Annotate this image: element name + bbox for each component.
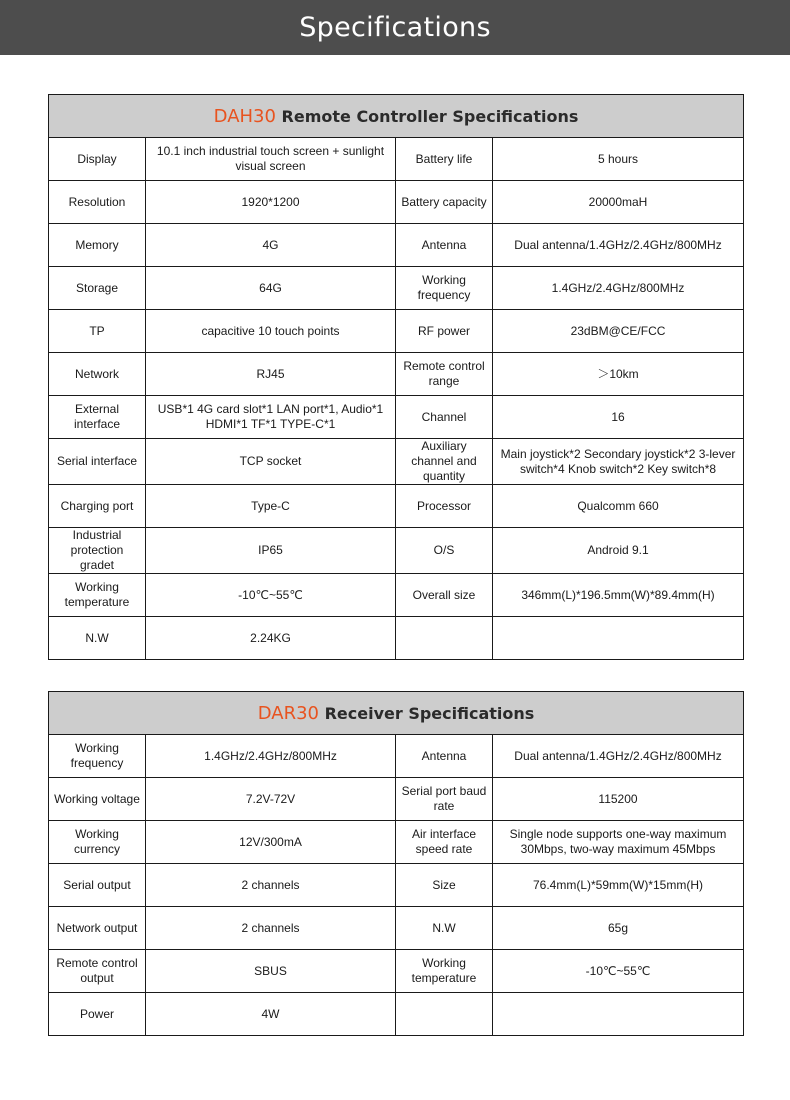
- spec-label: N.W: [396, 907, 493, 950]
- spec-value: 12V/300mA: [146, 821, 396, 864]
- spec-label: [396, 617, 493, 660]
- spec-value: 115200: [493, 778, 744, 821]
- spec-label: [396, 993, 493, 1036]
- table-row: [49, 353, 744, 396]
- table-row: [49, 138, 744, 181]
- table-heading-row: [49, 95, 744, 138]
- spec-value: Android 9.1: [493, 528, 744, 574]
- spec-value: 65g: [493, 907, 744, 950]
- table-row: [49, 396, 744, 439]
- table-row: [49, 821, 744, 864]
- spec-value: 23dBM@CE/FCC: [493, 310, 744, 353]
- spec-label: Serial interface: [49, 439, 146, 485]
- table-row: [49, 950, 744, 993]
- spec-value: 64G: [146, 267, 396, 310]
- model-name: DAR30: [257, 702, 319, 724]
- remote-controller-spec-table: [48, 94, 744, 660]
- spec-label: Storage: [49, 267, 146, 310]
- spec-value: 1920*1200: [146, 181, 396, 224]
- spec-value: USB*1 4G card slot*1 LAN port*1, Audio*1 HDMI*1 TF*1 TYPE-C*1: [146, 396, 396, 439]
- spec-label: Antenna: [396, 735, 493, 778]
- spec-label: RF power: [396, 310, 493, 353]
- table-row: [49, 310, 744, 353]
- receiver-spec-table: [48, 691, 744, 1036]
- spec-label: Remote control output: [49, 950, 146, 993]
- spec-label: Display: [49, 138, 146, 181]
- page-title: Specifications: [299, 12, 491, 43]
- spec-label: Battery life: [396, 138, 493, 181]
- table-row: [49, 778, 744, 821]
- spec-label: Overall size: [396, 574, 493, 617]
- table-title: Remote Controller Specifications: [281, 106, 579, 126]
- spec-label: Serial port baud rate: [396, 778, 493, 821]
- spec-label: Serial output: [49, 864, 146, 907]
- spec-value: -10℃~55℃: [493, 950, 744, 993]
- spec-label: N.W: [49, 617, 146, 660]
- spec-label: Network output: [49, 907, 146, 950]
- table-row: [49, 267, 744, 310]
- spec-value: RJ45: [146, 353, 396, 396]
- page-header: [0, 0, 790, 55]
- spec-label: Power: [49, 993, 146, 1036]
- table-row: [49, 224, 744, 267]
- spec-value: [493, 993, 744, 1036]
- spec-value: -10℃~55℃: [146, 574, 396, 617]
- spec-value: 4G: [146, 224, 396, 267]
- spec-value: 7.2V-72V: [146, 778, 396, 821]
- spec-value: 16: [493, 396, 744, 439]
- spec-value: Dual antenna/1.4GHz/2.4GHz/800MHz: [493, 735, 744, 778]
- table-row: [49, 617, 744, 660]
- spec-label: Charging port: [49, 485, 146, 528]
- spec-label: O/S: [396, 528, 493, 574]
- spec-value: ＞10km: [493, 353, 744, 396]
- spec-label: Size: [396, 864, 493, 907]
- table-row: [49, 574, 744, 617]
- spec-label: Channel: [396, 396, 493, 439]
- spec-value: 2 channels: [146, 864, 396, 907]
- spec-label: Industrial protection gradet: [49, 528, 146, 574]
- table-row: [49, 735, 744, 778]
- table-row: [49, 439, 744, 485]
- spec-value: 76.4mm(L)*59mm(W)*15mm(H): [493, 864, 744, 907]
- spec-label: Auxiliary channel and quantity: [396, 439, 493, 485]
- spec-value: SBUS: [146, 950, 396, 993]
- table-heading-row: [49, 692, 744, 735]
- spec-label: External interface: [49, 396, 146, 439]
- table-row: [49, 864, 744, 907]
- spec-value: Dual antenna/1.4GHz/2.4GHz/800MHz: [493, 224, 744, 267]
- spec-label: Remote control range: [396, 353, 493, 396]
- spec-value: Qualcomm 660: [493, 485, 744, 528]
- spec-label: Working voltage: [49, 778, 146, 821]
- spec-value: 346mm(L)*196.5mm(W)*89.4mm(H): [493, 574, 744, 617]
- model-name: DAH30: [213, 105, 276, 127]
- spec-label: Resolution: [49, 181, 146, 224]
- spec-label: Network: [49, 353, 146, 396]
- spec-value: 10.1 inch industrial touch screen + sunlight visual screen: [146, 138, 396, 181]
- spec-value: TCP socket: [146, 439, 396, 485]
- spec-value: 4W: [146, 993, 396, 1036]
- table-row: [49, 907, 744, 950]
- spec-label: Working currency: [49, 821, 146, 864]
- spec-label: Air interface speed rate: [396, 821, 493, 864]
- spec-label: Processor: [396, 485, 493, 528]
- spec-label: Working frequency: [396, 267, 493, 310]
- spec-value: 1.4GHz/2.4GHz/800MHz: [493, 267, 744, 310]
- spec-value: 2.24KG: [146, 617, 396, 660]
- table-row: [49, 181, 744, 224]
- spec-value: 2 channels: [146, 907, 396, 950]
- spec-label: TP: [49, 310, 146, 353]
- spec-label: Battery capacity: [396, 181, 493, 224]
- spec-value: Main joystick*2 Secondary joystick*2 3-lever switch*4 Knob switch*2 Key switch*8: [493, 439, 744, 485]
- spec-value: capacitive 10 touch points: [146, 310, 396, 353]
- spec-value: 5 hours: [493, 138, 744, 181]
- table-title: Receiver Specifications: [324, 703, 535, 723]
- spec-value: IP65: [146, 528, 396, 574]
- spec-value: 1.4GHz/2.4GHz/800MHz: [146, 735, 396, 778]
- spec-label: Working frequency: [49, 735, 146, 778]
- spec-label: Working temperature: [396, 950, 493, 993]
- table-heading: [49, 95, 744, 138]
- spec-label: Working temperature: [49, 574, 146, 617]
- table-row: [49, 993, 744, 1036]
- table-row: [49, 528, 744, 574]
- spec-value: Type-C: [146, 485, 396, 528]
- spec-value: 20000maH: [493, 181, 744, 224]
- table-row: [49, 485, 744, 528]
- spec-label: Antenna: [396, 224, 493, 267]
- spec-label: Memory: [49, 224, 146, 267]
- table-heading: [49, 692, 744, 735]
- spec-value: Single node supports one-way maximum 30Mbps, two-way maximum 45Mbps: [493, 821, 744, 864]
- spec-value: [493, 617, 744, 660]
